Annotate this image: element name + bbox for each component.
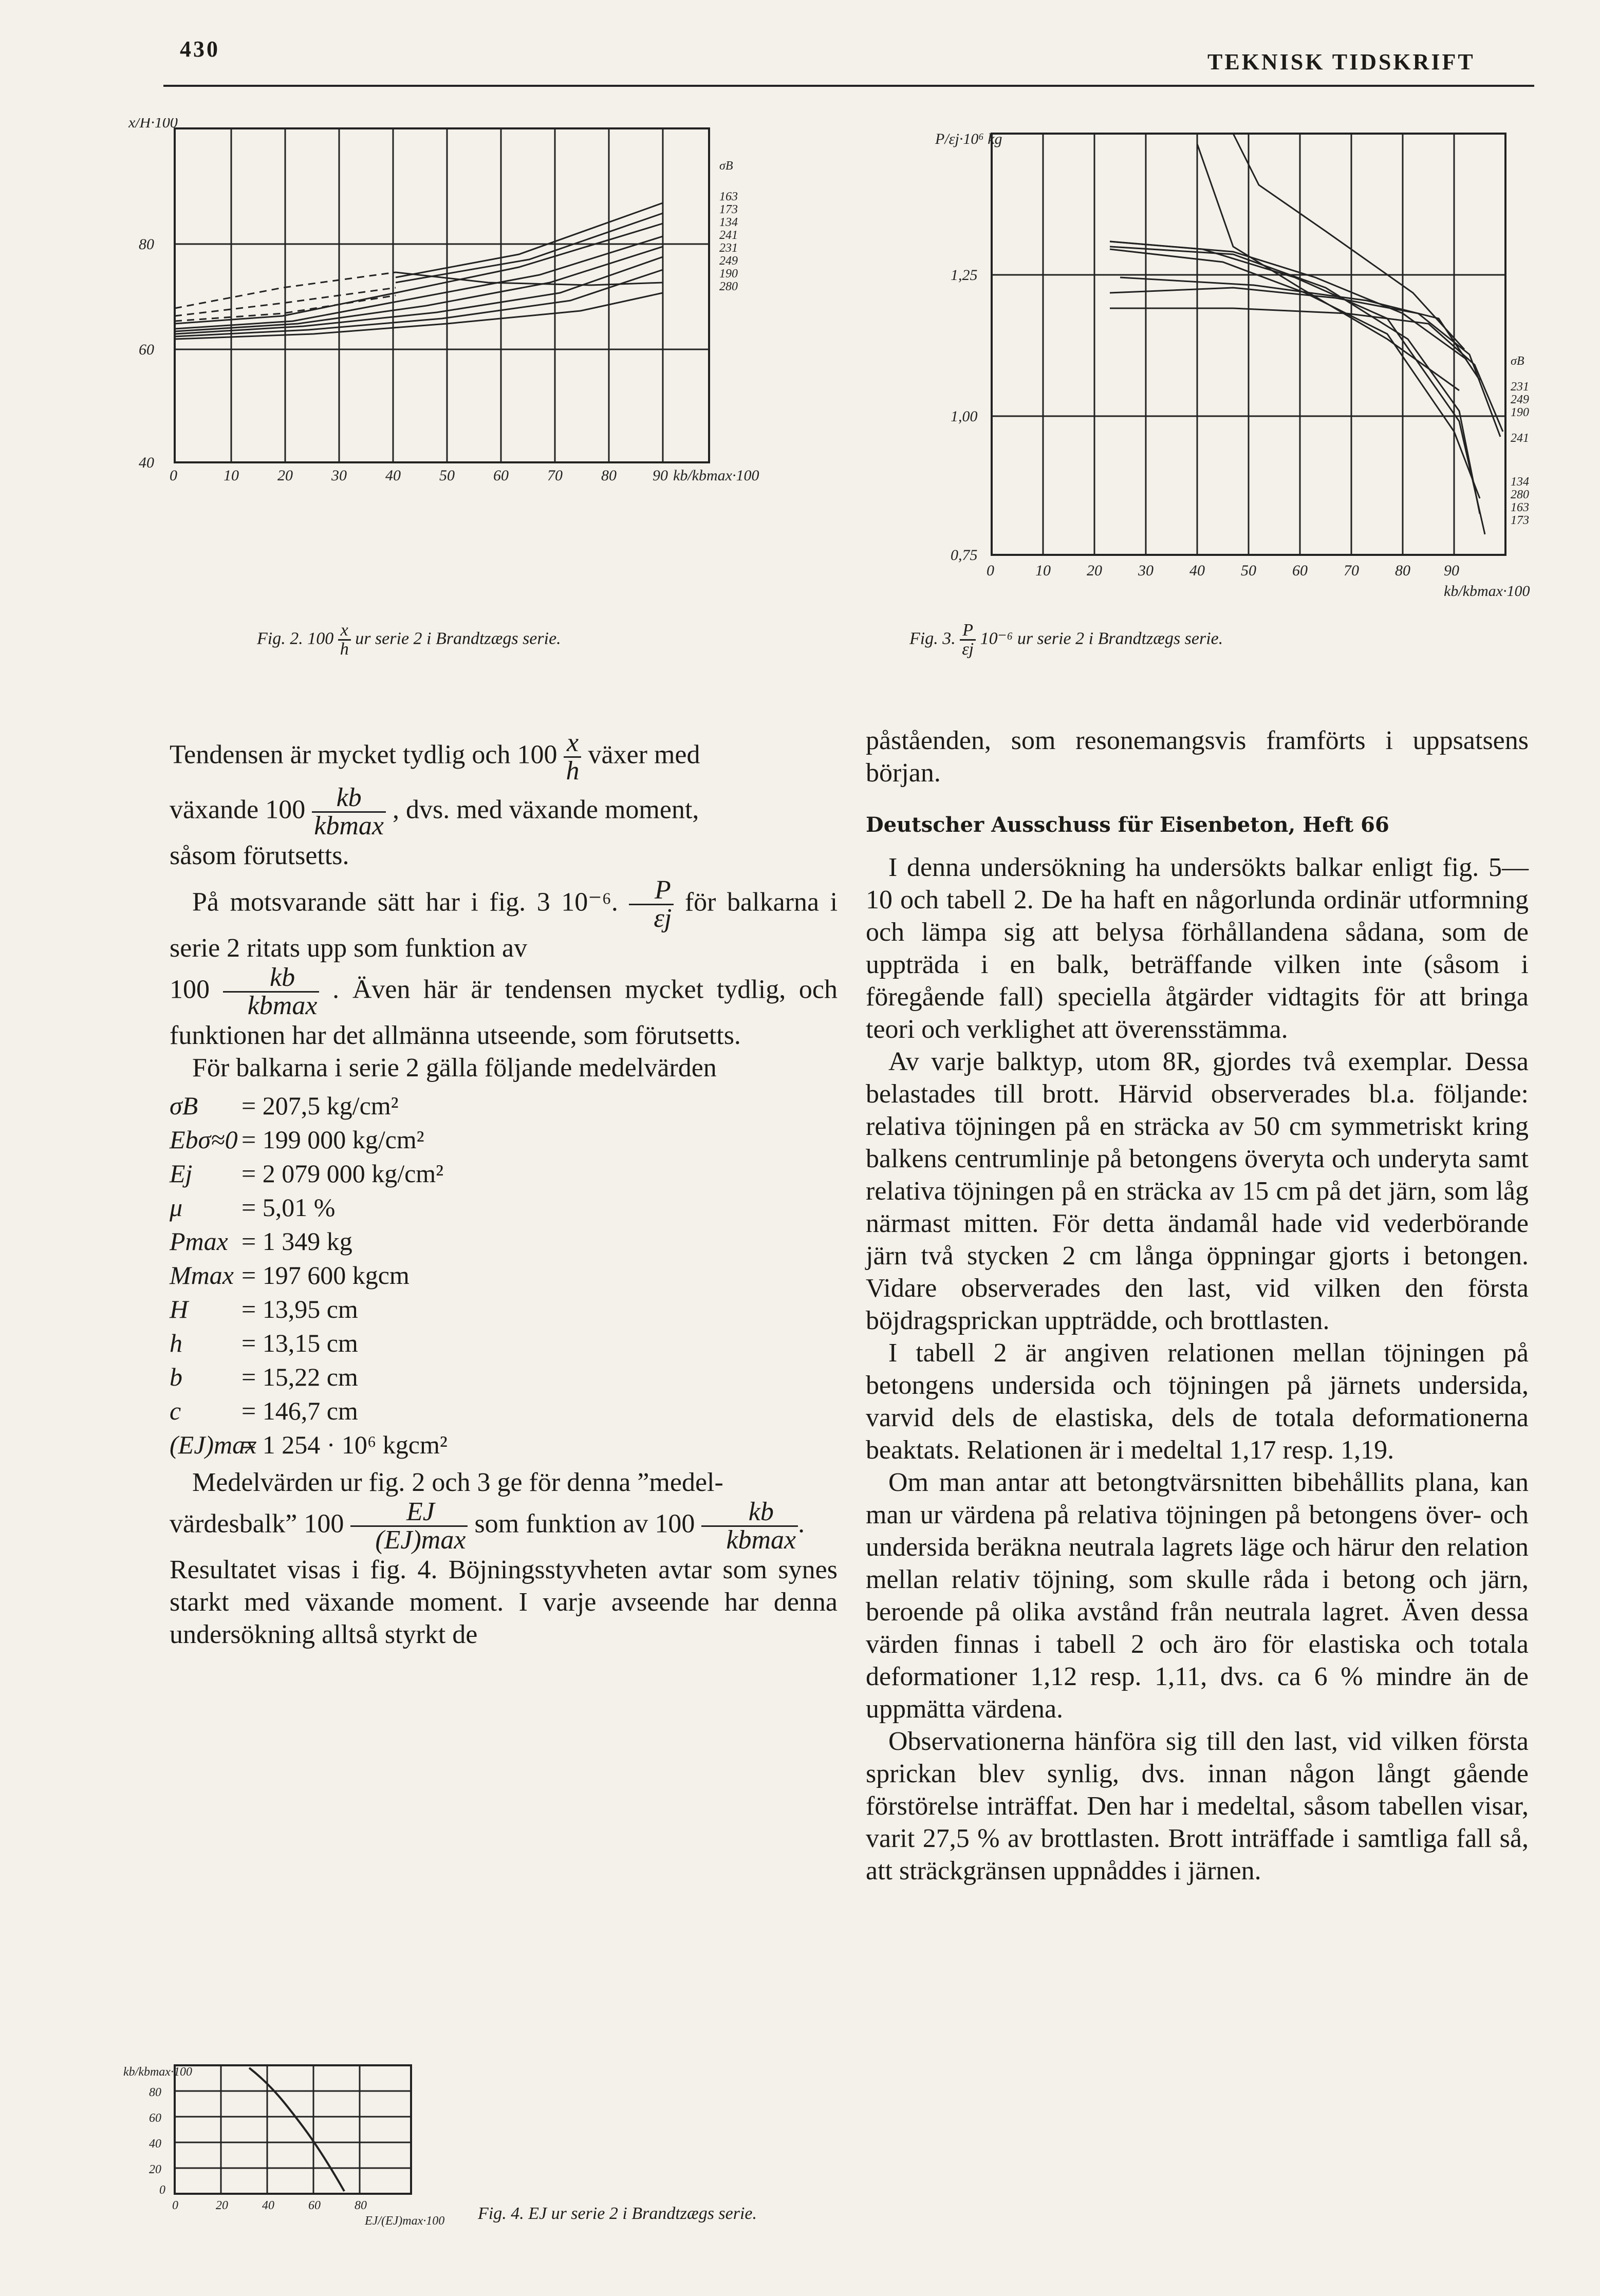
- page-number: 430: [180, 36, 220, 62]
- fig3-legend-value: 280: [1511, 488, 1529, 501]
- right-column: [866, 724, 1529, 1887]
- value-symbol: b: [170, 1362, 182, 1391]
- paragraph: I tabell 2 är angiven relationen mellan töjningen på betongens undersida och töjningen på järnets undersida, varvid dels de elastiska, dels de totala deformationerna beaktats. Relationen är i medeltal 1,17 resp. 1,19.: [866, 1338, 1529, 1465]
- fig3-x-label: kb/kbmax·100: [1444, 583, 1530, 600]
- fig2-legend-value: 280: [719, 280, 738, 293]
- fig2-caption-text: ur serie 2 i Brandtzægs serie.: [355, 629, 561, 648]
- fig3-legend-value: 231: [1511, 380, 1529, 394]
- text: såsom förutsetts.: [170, 841, 349, 870]
- fig2-caption: [257, 622, 561, 658]
- value-symbol: Mmax: [170, 1261, 234, 1290]
- value-text: = 5,01 %: [241, 1193, 336, 1222]
- text: värdesbalk” 100: [170, 1509, 344, 1539]
- value-symbol: σB: [170, 1091, 198, 1120]
- paragraph: För balkarna i serie 2 gälla följande medelvärden: [192, 1053, 717, 1082]
- paragraph: [170, 877, 838, 1052]
- fig2-y-tick: 80: [139, 236, 154, 253]
- fraction-numerator: kb: [312, 785, 386, 813]
- fig4-y-tick: 20: [149, 2163, 161, 2176]
- fig2-legend-value: 190: [719, 267, 738, 281]
- fig3-x-tick: 60: [1292, 562, 1308, 579]
- fig2-caption-label: Fig. 2.: [257, 629, 303, 648]
- fraction-denominator: kbmax: [247, 991, 318, 1020]
- fig2-legend-value: 163: [719, 190, 738, 203]
- value-text: = 207,5 kg/cm²: [241, 1091, 399, 1120]
- fig2-legend-title: σB: [719, 159, 733, 173]
- fig4-y-tick: 0: [159, 2183, 165, 2197]
- fig2-x-tick: 50: [439, 467, 455, 484]
- fig2-y-label: x/H·100: [128, 118, 178, 131]
- fig3-series: [1110, 134, 1503, 534]
- text: växer med: [588, 740, 700, 770]
- value-text: = 146,7 cm: [241, 1396, 358, 1425]
- fig3-caption-fraction: [960, 622, 976, 658]
- fraction-numerator: x: [564, 730, 581, 758]
- paragraph: Av varje balktyp, utom 8R, gjordes två exemplar. Dessa belastades till brott. Härvid observerades bl.a. följande: relativa töjningen på en sträcka av 50 cm symmetriskt kring balkens centrumlinje på betongens överyta och underyta samt relativa töjningen på en sträcka av 15 cm på det järn, som låg närmast mitten. För detta ändamål hade vid vederbörande järn två stycken 2 cm långa öppningar gjorts i betongen. Vidare observerades den last, vid vilken den första böjdragsprickan uppträdde, och brottlasten.: [866, 1047, 1529, 1335]
- fig4-y-tick: 80: [149, 2086, 161, 2099]
- fig2-y-tick: 40: [139, 454, 154, 471]
- fig3-x-tick: 50: [1241, 562, 1256, 579]
- section-heading: Deutscher Ausschuss für Eisenbeton, Heft 66: [866, 813, 1389, 837]
- fig3-y-label: P/εj·10⁶ kg: [935, 130, 1002, 147]
- fig2-caption-fraction: [338, 622, 351, 658]
- fig3-legend-value: 173: [1511, 514, 1529, 527]
- fraction: [312, 785, 386, 839]
- journal-title: TEKNISK TIDSKRIFT: [1207, 49, 1475, 74]
- fig3-legend-value: 134: [1511, 475, 1529, 489]
- fig3-x-tick: 80: [1395, 562, 1410, 579]
- text: .: [798, 1509, 805, 1539]
- paragraph: Om man antar att betongtvärsnitten bibehållits plana, kan man ur värdena på relativa töjningen på betongens över- och undersida beräkna neutrala lagrets läge och härur den relation mellan relativ töjning, som skulle råda i betong och järn, beroende på olika avstånd från neutrala lagret. Även dessa värden finnas i tabell 2 och äro för elastiska och totala deformationer 1,12 resp. 1,11, dvs. ca 6 % mindre än de uppmätta värdena.: [866, 1468, 1529, 1724]
- fig2-legend-value: 249: [719, 254, 738, 268]
- fig4-chart: [118, 2055, 452, 2291]
- fig4-x-tick: 0: [172, 2199, 178, 2212]
- fraction-numerator: kb: [223, 964, 320, 993]
- fig3-legend-value: 163: [1511, 501, 1529, 514]
- fig3-x-tick: 10: [1035, 562, 1051, 579]
- fig2-x-tick: 0: [170, 467, 177, 484]
- fig3-y-tick: 1,25: [951, 267, 978, 284]
- fig2-legend-value: 134: [719, 216, 738, 229]
- value-symbol: μ: [170, 1193, 183, 1222]
- fig3-x-tick: 90: [1444, 562, 1459, 579]
- text: . Även här är tendensen mycket tydlig,: [332, 975, 786, 1004]
- fraction: [629, 877, 674, 932]
- value-symbol: Ej: [170, 1159, 193, 1188]
- value-text: = 199 000 kg/cm²: [241, 1125, 424, 1154]
- fig2-x-label: kb/kbmax·100: [673, 467, 759, 484]
- fig4-caption: Fig. 4. EJ ur serie 2 i Brandtzægs serie.: [478, 2204, 757, 2223]
- fig3-chart: [925, 123, 1593, 617]
- paragraph: Resultatet visas i fig. 4. Böjningsstyvheten avtar som synes starkt med växande moment. I varje avseende har denna undersökning alltså styrkt de: [170, 1555, 838, 1649]
- text: växande 100: [170, 795, 306, 825]
- fig2-chart: [128, 118, 796, 539]
- text: Tendensen är mycket tydlig och 100: [170, 740, 557, 770]
- value-symbol: c: [170, 1396, 181, 1425]
- text: 100: [170, 975, 210, 1004]
- text: På motsvarande sätt har i fig. 3 10⁻⁶.: [192, 887, 618, 917]
- fig3-x-tick: 0: [987, 562, 994, 579]
- fig3-legend-value: 241: [1511, 432, 1529, 445]
- paragraph: [170, 1466, 838, 1554]
- fig2-y-tick: 60: [139, 341, 154, 358]
- fig2-x-tick: 10: [224, 467, 239, 484]
- fig2-x-tick: 80: [601, 467, 617, 484]
- fig4-y-tick: 40: [149, 2137, 161, 2151]
- fig3-legend-title: σB: [1511, 354, 1524, 368]
- fraction-numerator: kb: [701, 1499, 798, 1527]
- fig3-x-tick: 30: [1138, 562, 1154, 579]
- value-symbol: H: [170, 1295, 189, 1323]
- value-text: = 2 079 000 kg/cm²: [241, 1159, 444, 1188]
- fraction-denominator: εj: [962, 640, 974, 659]
- fig4-x-tick: 20: [216, 2199, 228, 2212]
- fig3-y-tick: 0,75: [951, 547, 978, 564]
- text: för: [684, 887, 716, 917]
- fraction-denominator: kbmax: [314, 811, 384, 841]
- fig2-x-tick: 60: [493, 467, 509, 484]
- value-text: = 197 600 kgcm: [241, 1261, 410, 1290]
- paragraph: I denna undersökning ha undersökts balkar enligt fig. 5—10 och tabell 2. De ha haft en någorlunda ordinär utformning och lämpa sig att belysa förhållandena sådana, som de uppträda i en balk, beträffande vilken inte (såsom i föregående fall) speciella åtgärder vidtagits för att bringa teori och verklighet att överensstämma.: [866, 853, 1529, 1044]
- text: Medelvärden ur fig. 2 och 3 ge för denna ”medel-: [192, 1468, 723, 1497]
- value-symbol: Ebσ≈0: [170, 1125, 238, 1154]
- fraction: [564, 730, 581, 785]
- left-column: [170, 730, 838, 1651]
- fig4-x-tick: 60: [308, 2199, 321, 2212]
- fig4-y-label: kb/kbmax·100: [123, 2065, 192, 2079]
- fig2-series: [175, 203, 663, 339]
- paragraph: påståenden, som resonemangsvis framförts i uppsatsens början.: [866, 726, 1529, 788]
- fig3-legend-value: 190: [1511, 406, 1529, 419]
- fraction-numerator: EJ: [350, 1499, 468, 1527]
- fraction: [223, 964, 320, 1019]
- fraction: [701, 1499, 798, 1554]
- fraction-denominator: εj: [654, 904, 672, 933]
- fig2-x-tick: 40: [385, 467, 401, 484]
- header-rule: [163, 85, 1534, 87]
- fraction-denominator: h: [566, 756, 580, 786]
- fig3-caption-text: 10⁻⁶ ur serie 2 i Brandtzægs serie.: [980, 629, 1223, 648]
- fig2-x-tick: 30: [331, 467, 347, 484]
- fig2-legend-value: 231: [719, 241, 738, 255]
- fig3-legend-value: 249: [1511, 393, 1529, 406]
- value-symbol: (EJ)max: [170, 1430, 257, 1459]
- value-text: = 15,22 cm: [241, 1362, 358, 1391]
- fig3-x-tick: 20: [1087, 562, 1102, 579]
- fig4-x-tick: 40: [262, 2199, 274, 2212]
- fig4-x-tick: 80: [355, 2199, 367, 2212]
- paragraph: Observationerna hänföra sig till den last, vid vilken första sprickan blev synlig, dvs. innan någon långt gående förstörelse inträffat. Den har i medeltal, såsom tabellen visar, varit 27,5 % av brottlasten. Brott inträffade i samtliga fall så, att sträckgränsen uppnåddes i järnen.: [866, 1727, 1529, 1886]
- value-text: = 13,95 cm: [241, 1295, 358, 1323]
- fig3-x-tick: 70: [1344, 562, 1359, 579]
- fraction-denominator: h: [340, 640, 349, 659]
- fraction-numerator: P: [629, 877, 674, 905]
- fig2-legend-value: 173: [719, 203, 738, 216]
- fraction-denominator: (EJ)max: [375, 1525, 466, 1555]
- fig2-x-tick: 90: [653, 467, 668, 484]
- fig2-caption-hundred: 100: [307, 629, 334, 648]
- text: balkarna i serie 2 ritats upp som funktion av: [170, 887, 838, 963]
- fig3-caption: [909, 622, 1223, 658]
- fig4-curve: [249, 2068, 344, 2191]
- value-text: = 1 254 · 10⁶ kgcm²: [241, 1430, 448, 1459]
- fraction-numerator: P: [960, 622, 976, 641]
- paragraph: [170, 730, 838, 872]
- fig2-grid: [175, 128, 709, 462]
- text: , dvs. med växande moment,: [392, 795, 699, 825]
- fig3-y-tick: 1,00: [951, 408, 978, 425]
- fig4-x-label: EJ/(EJ)max·100: [365, 2214, 445, 2228]
- value-text: = 13,15 cm: [241, 1329, 358, 1357]
- fig2-legend-value: 241: [719, 229, 738, 242]
- value-symbol: Pmax: [170, 1227, 228, 1256]
- fig4-y-tick: 60: [149, 2112, 161, 2125]
- fig2-x-tick: 70: [547, 467, 563, 484]
- fig3-caption-label: Fig. 3.: [909, 629, 956, 648]
- mean-values-table: [170, 1089, 838, 1461]
- fraction-denominator: kbmax: [726, 1525, 796, 1555]
- text: och funktionen har det allmänna utseende, som förutsetts.: [170, 975, 838, 1050]
- value-text: = 1 349 kg: [241, 1227, 352, 1256]
- fraction: [350, 1499, 468, 1554]
- fraction-numerator: x: [338, 622, 351, 641]
- text: som funktion av 100: [474, 1509, 695, 1539]
- value-symbol: h: [170, 1329, 182, 1357]
- fig2-x-tick: 20: [277, 467, 293, 484]
- fig3-x-tick: 40: [1189, 562, 1205, 579]
